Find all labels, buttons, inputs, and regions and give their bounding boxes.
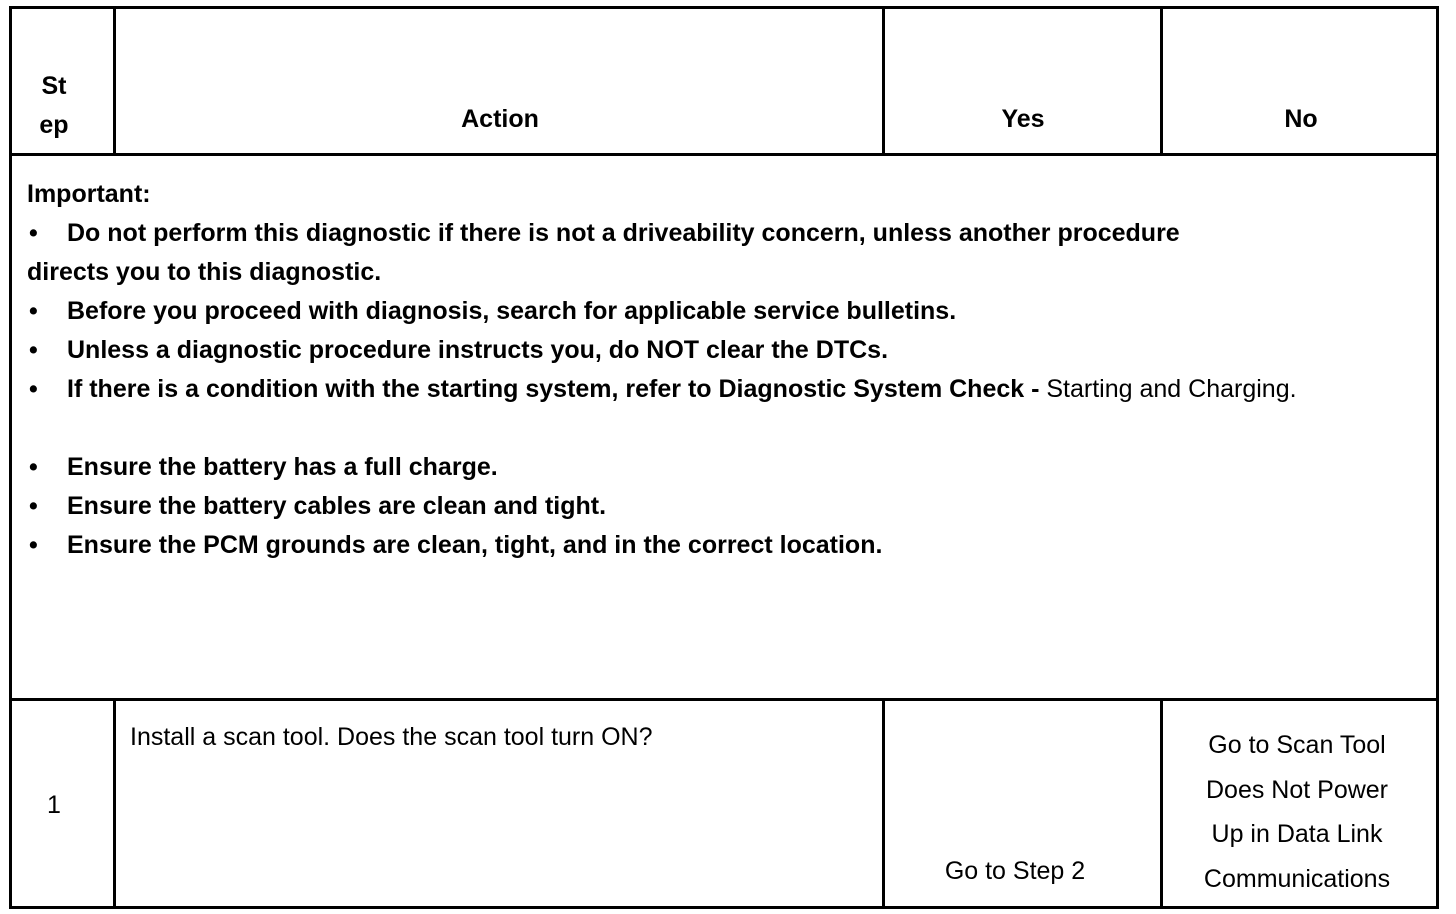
step-no-line3: Up in Data Link	[1211, 820, 1383, 848]
bullet-icon: •	[29, 219, 38, 247]
header-action: Action	[461, 105, 539, 133]
important-bullet-5	[27, 448, 1427, 487]
step-number: 1	[47, 791, 61, 819]
bullet-icon: •	[29, 297, 38, 325]
important-bullet-7	[27, 526, 1427, 565]
important-bullet-4-link-text: Starting and Charging.	[1039, 375, 1297, 403]
important-bullet-2-text: Before you proceed with diagnosis, search for applicable service bulletins.	[67, 297, 957, 325]
header-yes: Yes	[1001, 105, 1045, 133]
important-bullet-3	[27, 331, 1427, 370]
important-bullet-4	[27, 370, 1427, 409]
important-bullet-4-text: If there is a condition with the starting system, refer to Diagnostic System Check -	[67, 375, 1040, 403]
important-bullet-1-continuation: directs you to this diagnostic.	[27, 258, 382, 286]
important-bullet-1	[27, 214, 1427, 253]
spacer	[27, 409, 1427, 448]
step-no-result	[1163, 723, 1431, 901]
important-bullet-1-text: Do not perform this diagnostic if there is not a driveability concern, unless another procedure	[67, 219, 1180, 247]
step-column-divider-bottom	[113, 698, 116, 906]
important-notes	[27, 175, 1427, 565]
bullet-icon: •	[29, 492, 38, 520]
important-title: Important:	[27, 180, 151, 208]
bullet-icon: •	[29, 336, 38, 364]
diagnostic-table	[9, 6, 1439, 909]
header-step-line2: ep	[39, 111, 69, 139]
step-no-line1: Go to Scan Tool	[1208, 731, 1386, 759]
step-action: Install a scan tool. Does the scan tool turn ON?	[130, 723, 653, 751]
header-step	[16, 67, 92, 145]
important-bullet-3-text: Unless a diagnostic procedure instructs you, do NOT clear the DTCs.	[67, 336, 889, 364]
bullet-icon: •	[29, 531, 38, 559]
step-no-line2: Does Not Power	[1205, 775, 1389, 804]
important-bullet-6	[27, 487, 1427, 526]
step-yes-result: Go to Step 2	[944, 857, 1086, 885]
header-no: No	[1284, 105, 1318, 133]
important-bullet-7-text: Ensure the PCM grounds are clean, tight, and in the correct location.	[67, 531, 883, 559]
header-step-line1: St	[41, 72, 67, 100]
important-bullet-5-text: Ensure the battery has a full charge.	[67, 453, 498, 481]
bullet-icon: •	[29, 375, 38, 403]
important-bottom-rule	[12, 698, 1436, 701]
important-bullet-2	[27, 292, 1427, 331]
step-no-line4: Communications	[1203, 864, 1391, 893]
bullet-icon: •	[29, 453, 38, 481]
important-bullet-6-text: Ensure the battery cables are clean and tight.	[67, 492, 607, 520]
header-bottom-rule	[12, 153, 1436, 156]
